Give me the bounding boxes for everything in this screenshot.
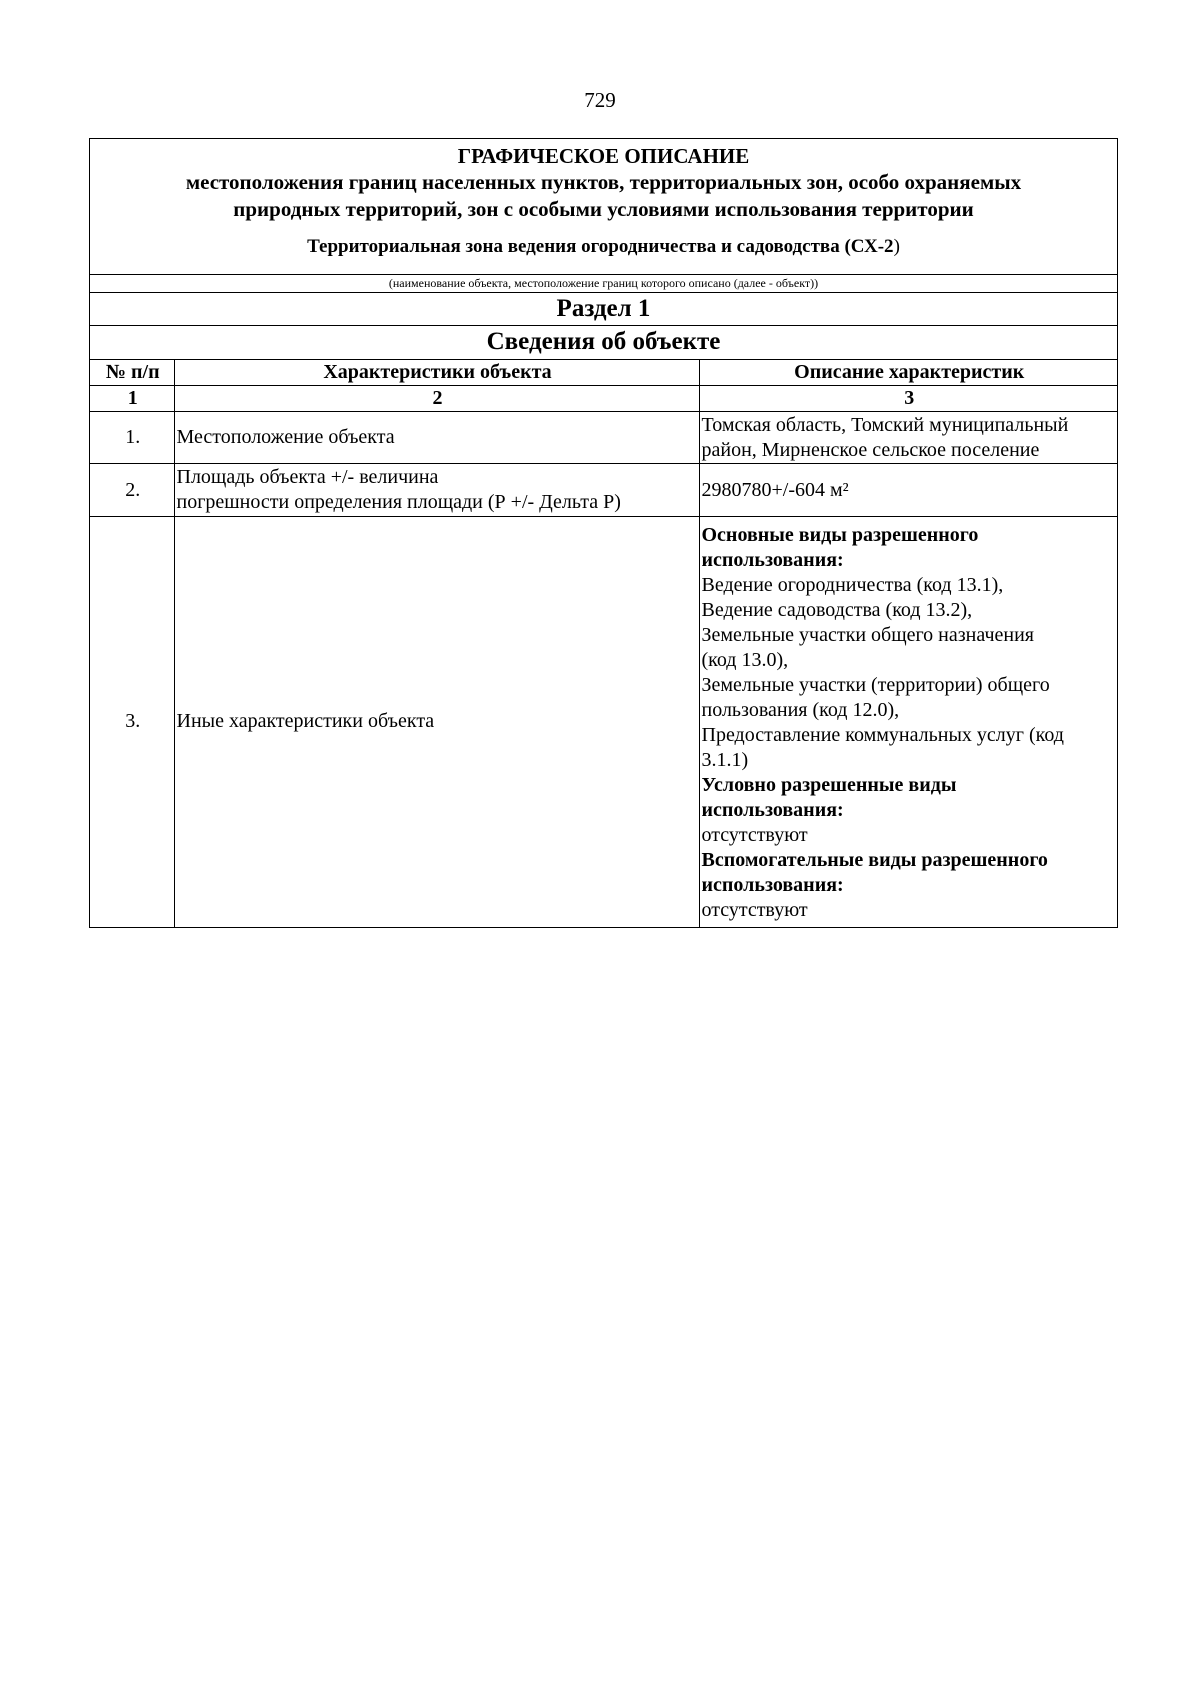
page-number: 729: [584, 88, 616, 112]
main-use-line: пользования (код 12.0),: [701, 699, 900, 722]
object-caption: (наименование объекта, местоположение границ которого описано (далее - объект)): [90, 274, 1117, 293]
table-header-row: [90, 360, 1117, 386]
main-uses-heading-1: Основные виды разрешенного: [701, 524, 979, 547]
section-title: Раздел 1: [90, 293, 1117, 326]
location-line-2: район, Мирненское сельское поселение: [701, 438, 1040, 461]
row-characteristic: Местоположение объекта: [174, 412, 699, 464]
document-subtitle-line-1: местоположения границ населенных пунктов, территориальных зон, особо охраняемых: [185, 170, 1022, 194]
auxiliary-uses-heading-1: Вспомогательные виды разрешенного: [701, 849, 1048, 872]
column-number-row: [90, 386, 1117, 412]
auxiliary-uses-value: отсутствуют: [701, 899, 808, 922]
table-row: [90, 412, 1117, 464]
row-description: [699, 517, 1117, 927]
row-characteristic: [174, 464, 699, 517]
column-number-1: 1: [90, 386, 174, 412]
document-title: ГРАФИЧЕСКОЕ ОПИСАНИЕ: [457, 144, 750, 168]
main-use-line: Земельные участки (территории) общего: [701, 674, 1050, 697]
table-row: [90, 517, 1117, 927]
zone-name-text: Территориальная зона ведения огородничества и садоводства (СХ-2: [307, 236, 894, 257]
header-description: Описание характеристик: [699, 360, 1117, 386]
area-label-line-1: Площадь объекта +/- величина: [176, 466, 439, 488]
section-subtitle: Сведения об объекте: [90, 326, 1117, 360]
zone-name-close: ): [893, 236, 900, 257]
row-characteristic: Иные характеристики объекта: [174, 517, 699, 927]
main-use-line: Ведение садоводства (код 13.2),: [701, 599, 973, 622]
row-number: 3.: [90, 517, 174, 927]
conditional-uses-heading-1: Условно разрешенные виды: [701, 774, 957, 797]
main-uses-heading-2: использования:: [701, 549, 844, 572]
auxiliary-uses-heading-2: использования:: [701, 874, 844, 897]
main-use-line: Земельные участки общего назначения: [701, 624, 1034, 647]
area-label-line-2: погрешности определения площади (Р +/- Дельта Р): [176, 491, 621, 513]
zone-name: [98, 235, 1109, 259]
document-subtitle-line-2: природных территорий, зон с особыми условиями использования территории: [233, 197, 974, 221]
main-use-line: Предоставление коммунальных услуг (код: [701, 724, 1064, 747]
main-use-line: Ведение огородничества (код 13.1),: [701, 574, 1004, 597]
main-use-line: 3.1.1): [701, 749, 749, 772]
row-number: 1.: [90, 412, 174, 464]
column-number-3: 3: [699, 386, 1117, 412]
row-description: 2980780+/-604 м²: [699, 464, 1117, 517]
characteristics-table: [90, 360, 1117, 927]
row-description: [699, 412, 1117, 464]
conditional-uses-heading-2: использования:: [701, 799, 844, 822]
conditional-uses-value: отсутствуют: [701, 824, 808, 847]
row-number: 2.: [90, 464, 174, 517]
location-line-1: Томская область, Томский муниципальный: [701, 413, 1069, 436]
header-number: № п/п: [90, 360, 174, 386]
main-use-line: (код 13.0),: [701, 649, 789, 672]
header-characteristics: Характеристики объекта: [174, 360, 699, 386]
column-number-2: 2: [174, 386, 699, 412]
document-table: [89, 138, 1118, 928]
table-row: [90, 464, 1117, 517]
document-header: [90, 139, 1117, 269]
